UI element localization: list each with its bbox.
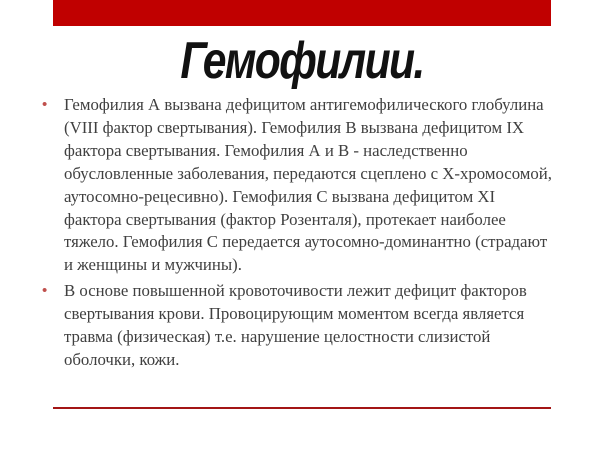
bullet-icon: •: [42, 96, 48, 113]
slide-content: [42, 94, 554, 375]
slide-title: Гемофилии.: [180, 32, 424, 90]
bullet-text-2: В основе повышенной кровоточивости лежит дефицит факторов свертывания крови. Провоцирующим моментом всегда является травма (физическая) т.е. нарушение целостности слизистой оболочки, кожи.: [64, 281, 527, 369]
bullet-item-2: [42, 280, 554, 372]
bottom-divider-line: [53, 407, 551, 409]
bullet-icon: •: [42, 282, 48, 300]
bullet-item-1: [42, 94, 554, 277]
top-accent-bar: [53, 0, 551, 26]
bullet-text-1: Гемофилия А вызвана дефицитом антигемофилического глобулина (VIII фактор свертывания). Гемофилия В вызвана дефицитом IX фактора свертывания. Гемофилия А и В - наследственно обусловленные заболевания, передаются сцеплено с Х-хромосомой, аутосомно-рецесивно). Гемофилия С вызвана дефицитом XI фактора свертывания (фактор Розенталя), протекает наиболее тяжело. Гемофилия С передается аутосомно-доминантно (страдают и женщины и мужчины).: [64, 95, 552, 275]
